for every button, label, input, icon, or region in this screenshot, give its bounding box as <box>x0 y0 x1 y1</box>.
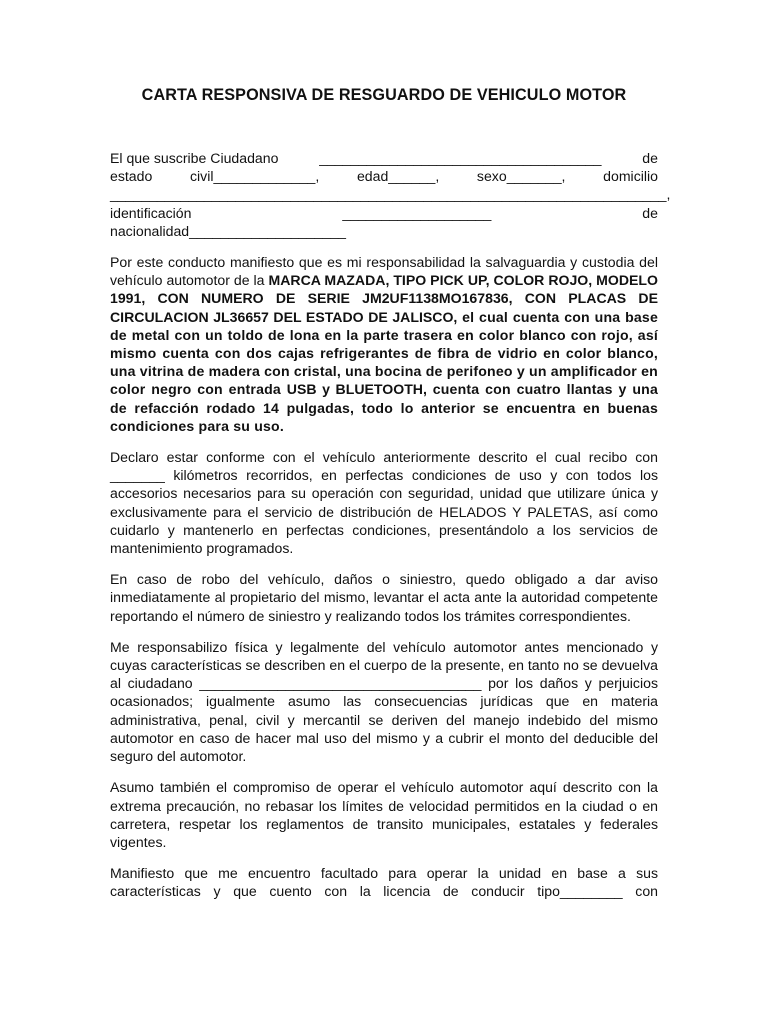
vehicle-condition-bold: cuenta con cuatro llantas y una de refacción rodado 14 pulgadas, todo lo anterior se encuentra en buenas condiciones para su uso. <box>110 381 658 434</box>
id-line-4 <box>110 204 658 222</box>
id-line-1 <box>110 149 658 167</box>
vehicle-usb-bold: USB y BLUETOOTH, <box>286 381 427 398</box>
paragraph-identification <box>110 149 671 240</box>
civil-status-blank: civil_____________, <box>189 168 320 185</box>
id-text: domicilio <box>603 168 658 185</box>
address-blank: _______________________________________________________________________, <box>110 186 671 203</box>
id-text: de <box>642 150 658 166</box>
vehicle-intro-text: Por este conducto manifiesto que es mi responsabilidad la salvaguardia y custodia del vehículo automotor de la <box>110 254 658 289</box>
paragraph-conformity: Declaro estar conforme con el vehículo anteriormente descrito el cual recibo con _______ kilómetros recorridos, en perfectas condiciones de uso y con todos los accesorios necesarios para su operación con seguridad, unidad que utilizare única y exclusivamente para el servicio de distribución de HELADOS Y PALETAS, así como cuidarlo y mantenerlo en perfectas condiciones, presentándolo a los servicios de mantenimiento programados. <box>110 449 658 557</box>
sex-blank: sexo_______, <box>476 168 566 185</box>
document-title: CARTA RESPONSIVA DE RESGUARDO DE VEHICULO MOTOR <box>141 86 627 104</box>
id-text: El que suscribe Ciudadano <box>110 150 279 166</box>
nationality-blank: nacionalidad____________________ <box>110 222 346 239</box>
identification-blank: ___________________ <box>342 204 492 221</box>
name-blank: ____________________________________ <box>319 150 602 166</box>
id-text: identificación <box>110 204 192 221</box>
vehicle-equipment-bold: el cual cuenta con una base de metal con un toldo de lona en la parte trasera en color blanco con rojo, así mismo cuenta con dos cajas refrigerantes de fibra de vidrio en color blanco, una vitrina de madera con cristal, una bocina de perifoneo y un amplificador en color negro con entrada <box>110 308 658 398</box>
id-text: estado <box>110 168 153 185</box>
id-line-2 <box>110 167 658 185</box>
paragraph-commitment: Asumo también el compromiso de operar el vehículo automotor aquí descrito con la extrema precaución, no rebasar los límites de velocidad permitidos en la ciudad o en carretera, respetar los reglamentos de transito municipales, estatales y federales vigentes. <box>110 779 658 850</box>
paragraph-responsibility: Me responsabilizo física y legalmente del vehículo automotor antes mencionado y cuyas características se describen en el cuerpo de la presente, en tanto no se devuelva al ciudadano ____________________________________ por los daños y perjuicios ocasionados; igualmente asumo las consecuencias jurídicas que en materia administrativa, penal, civil y mercantil se deriven del manejo indebido del mismo automotor en caso de hacer mal uso del mismo y a cubrir el monto del deducible del seguro del automotor. <box>110 638 658 765</box>
age-blank: edad______, <box>356 168 440 185</box>
paragraph-theft: En caso de robo del vehículo, daños o siniestro, quedo obligado a dar aviso inmediatamente al propietario del mismo, levantar el acta ante la autoridad competente reportando el número de siniestro y realizando todos los trámites correspondientes. <box>110 571 658 624</box>
paragraph-license: Manifiesto que me encuentro facultado para operar la unidad en base a sus características y que cuento con la licencia de conducir tipo________ con <box>110 865 658 900</box>
vehicle-details-bold: MARCA MAZADA, TIPO PICK UP, COLOR ROJO, MODELO 1991, CON NUMERO DE SERIE JM2UF1138MO167836, CON PLACAS DE CIRCULACION JL36657 DEL ESTADO DE JALISCO, <box>110 272 659 325</box>
paragraph-vehicle-description <box>110 253 658 435</box>
id-text: de <box>642 204 658 221</box>
